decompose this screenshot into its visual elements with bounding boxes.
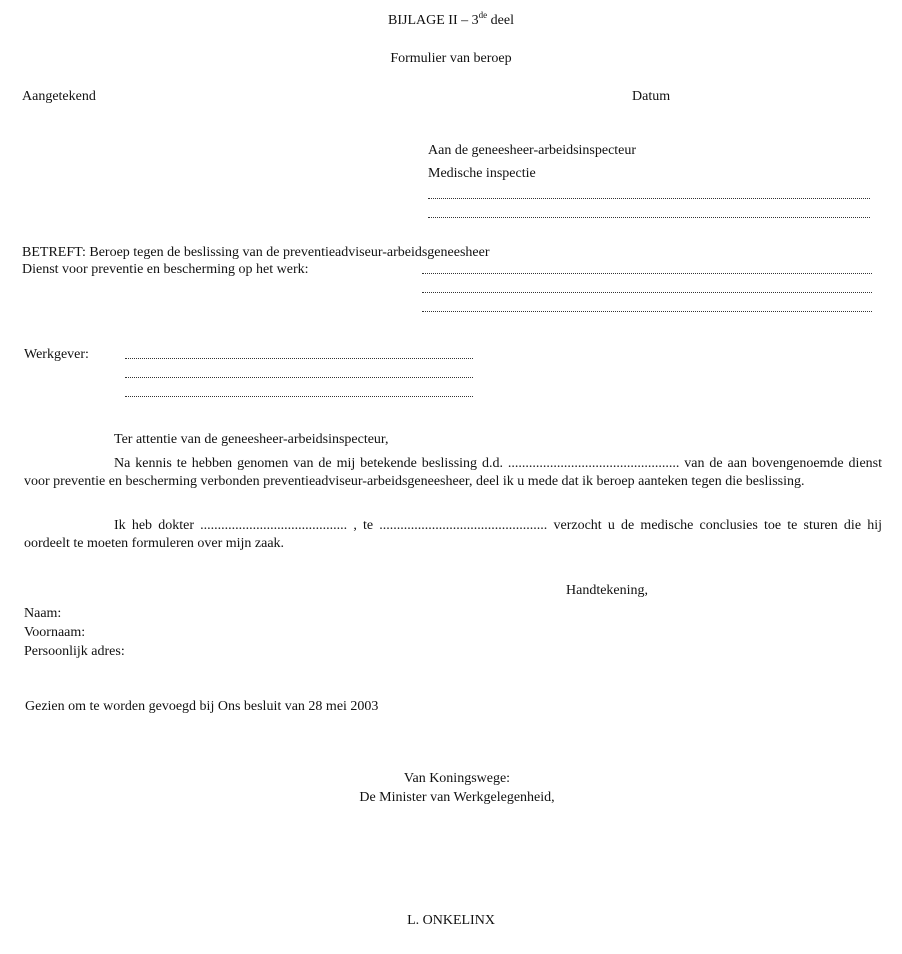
form-title: Formulier van beroep: [390, 51, 512, 66]
addressee-fill-line-1[interactable]: [428, 198, 870, 199]
seen-statement: Gezien om te worden gevoegd bij Ons besluit van 28 mei 2003: [25, 699, 379, 714]
annex-superscript: de: [478, 10, 488, 20]
employer-fill-line-3[interactable]: [125, 396, 473, 397]
addressee-line-1: Aan de geneesheer-arbeidsinspecteur: [428, 143, 637, 158]
prevention-service-label: Dienst voor preventie en bescherming op het werk:: [22, 262, 309, 277]
addressee-line-2: Medische inspectie: [428, 166, 536, 181]
paragraph-appeal: [24, 455, 882, 490]
minister-title: De Minister van Werkgelegenheid,: [359, 790, 555, 805]
annex-prefix: BIJLAGE II – 3: [388, 13, 479, 28]
employer-label: Werkgever:: [24, 347, 89, 362]
name-label: Naam:: [24, 606, 62, 621]
address-label: Persoonlijk adres:: [24, 644, 125, 659]
firstname-label: Voornaam:: [24, 625, 86, 640]
addressee-fill-line-2[interactable]: [428, 217, 870, 218]
service-fill-line-3[interactable]: [422, 311, 872, 312]
salutation: Ter attentie van de geneesheer-arbeidsinspecteur,: [114, 432, 389, 447]
registered-label: Aangetekend: [22, 89, 96, 104]
employer-fill-line-2[interactable]: [125, 377, 473, 378]
paragraph-appeal-text: Na kennis te hebben genomen van de mij betekende beslissing d.d. ................................................. van de aan bovengenoemde dienst voor preventie en bescherming verbonden preventieadviseur-arbeidsgeneesheer, deel ik u mede dat ik beroep aanteken tegen die beslissing.: [24, 456, 882, 489]
signatory-name: L. ONKELINX: [407, 913, 495, 928]
service-fill-line-1[interactable]: [422, 273, 872, 274]
annex-suffix: deel: [487, 13, 514, 28]
annex-heading: [0, 12, 902, 30]
service-fill-line-2[interactable]: [422, 292, 872, 293]
subject-line: BETREFT: Beroep tegen de beslissing van de preventieadviseur-arbeidsgeneesheer: [22, 245, 490, 260]
royal-formula: Van Koningswege:: [403, 771, 511, 786]
employer-fill-line-1[interactable]: [125, 358, 473, 359]
signature-label: Handtekening,: [566, 583, 649, 598]
paragraph-doctor: [24, 517, 882, 552]
paragraph-doctor-text: Ik heb dokter .......................................... , te ................................................ verzocht u de medische conclusies toe te sturen die hij oordeelt te moeten formuleren over mijn zaak.: [24, 518, 882, 551]
date-label: Datum: [632, 89, 671, 104]
